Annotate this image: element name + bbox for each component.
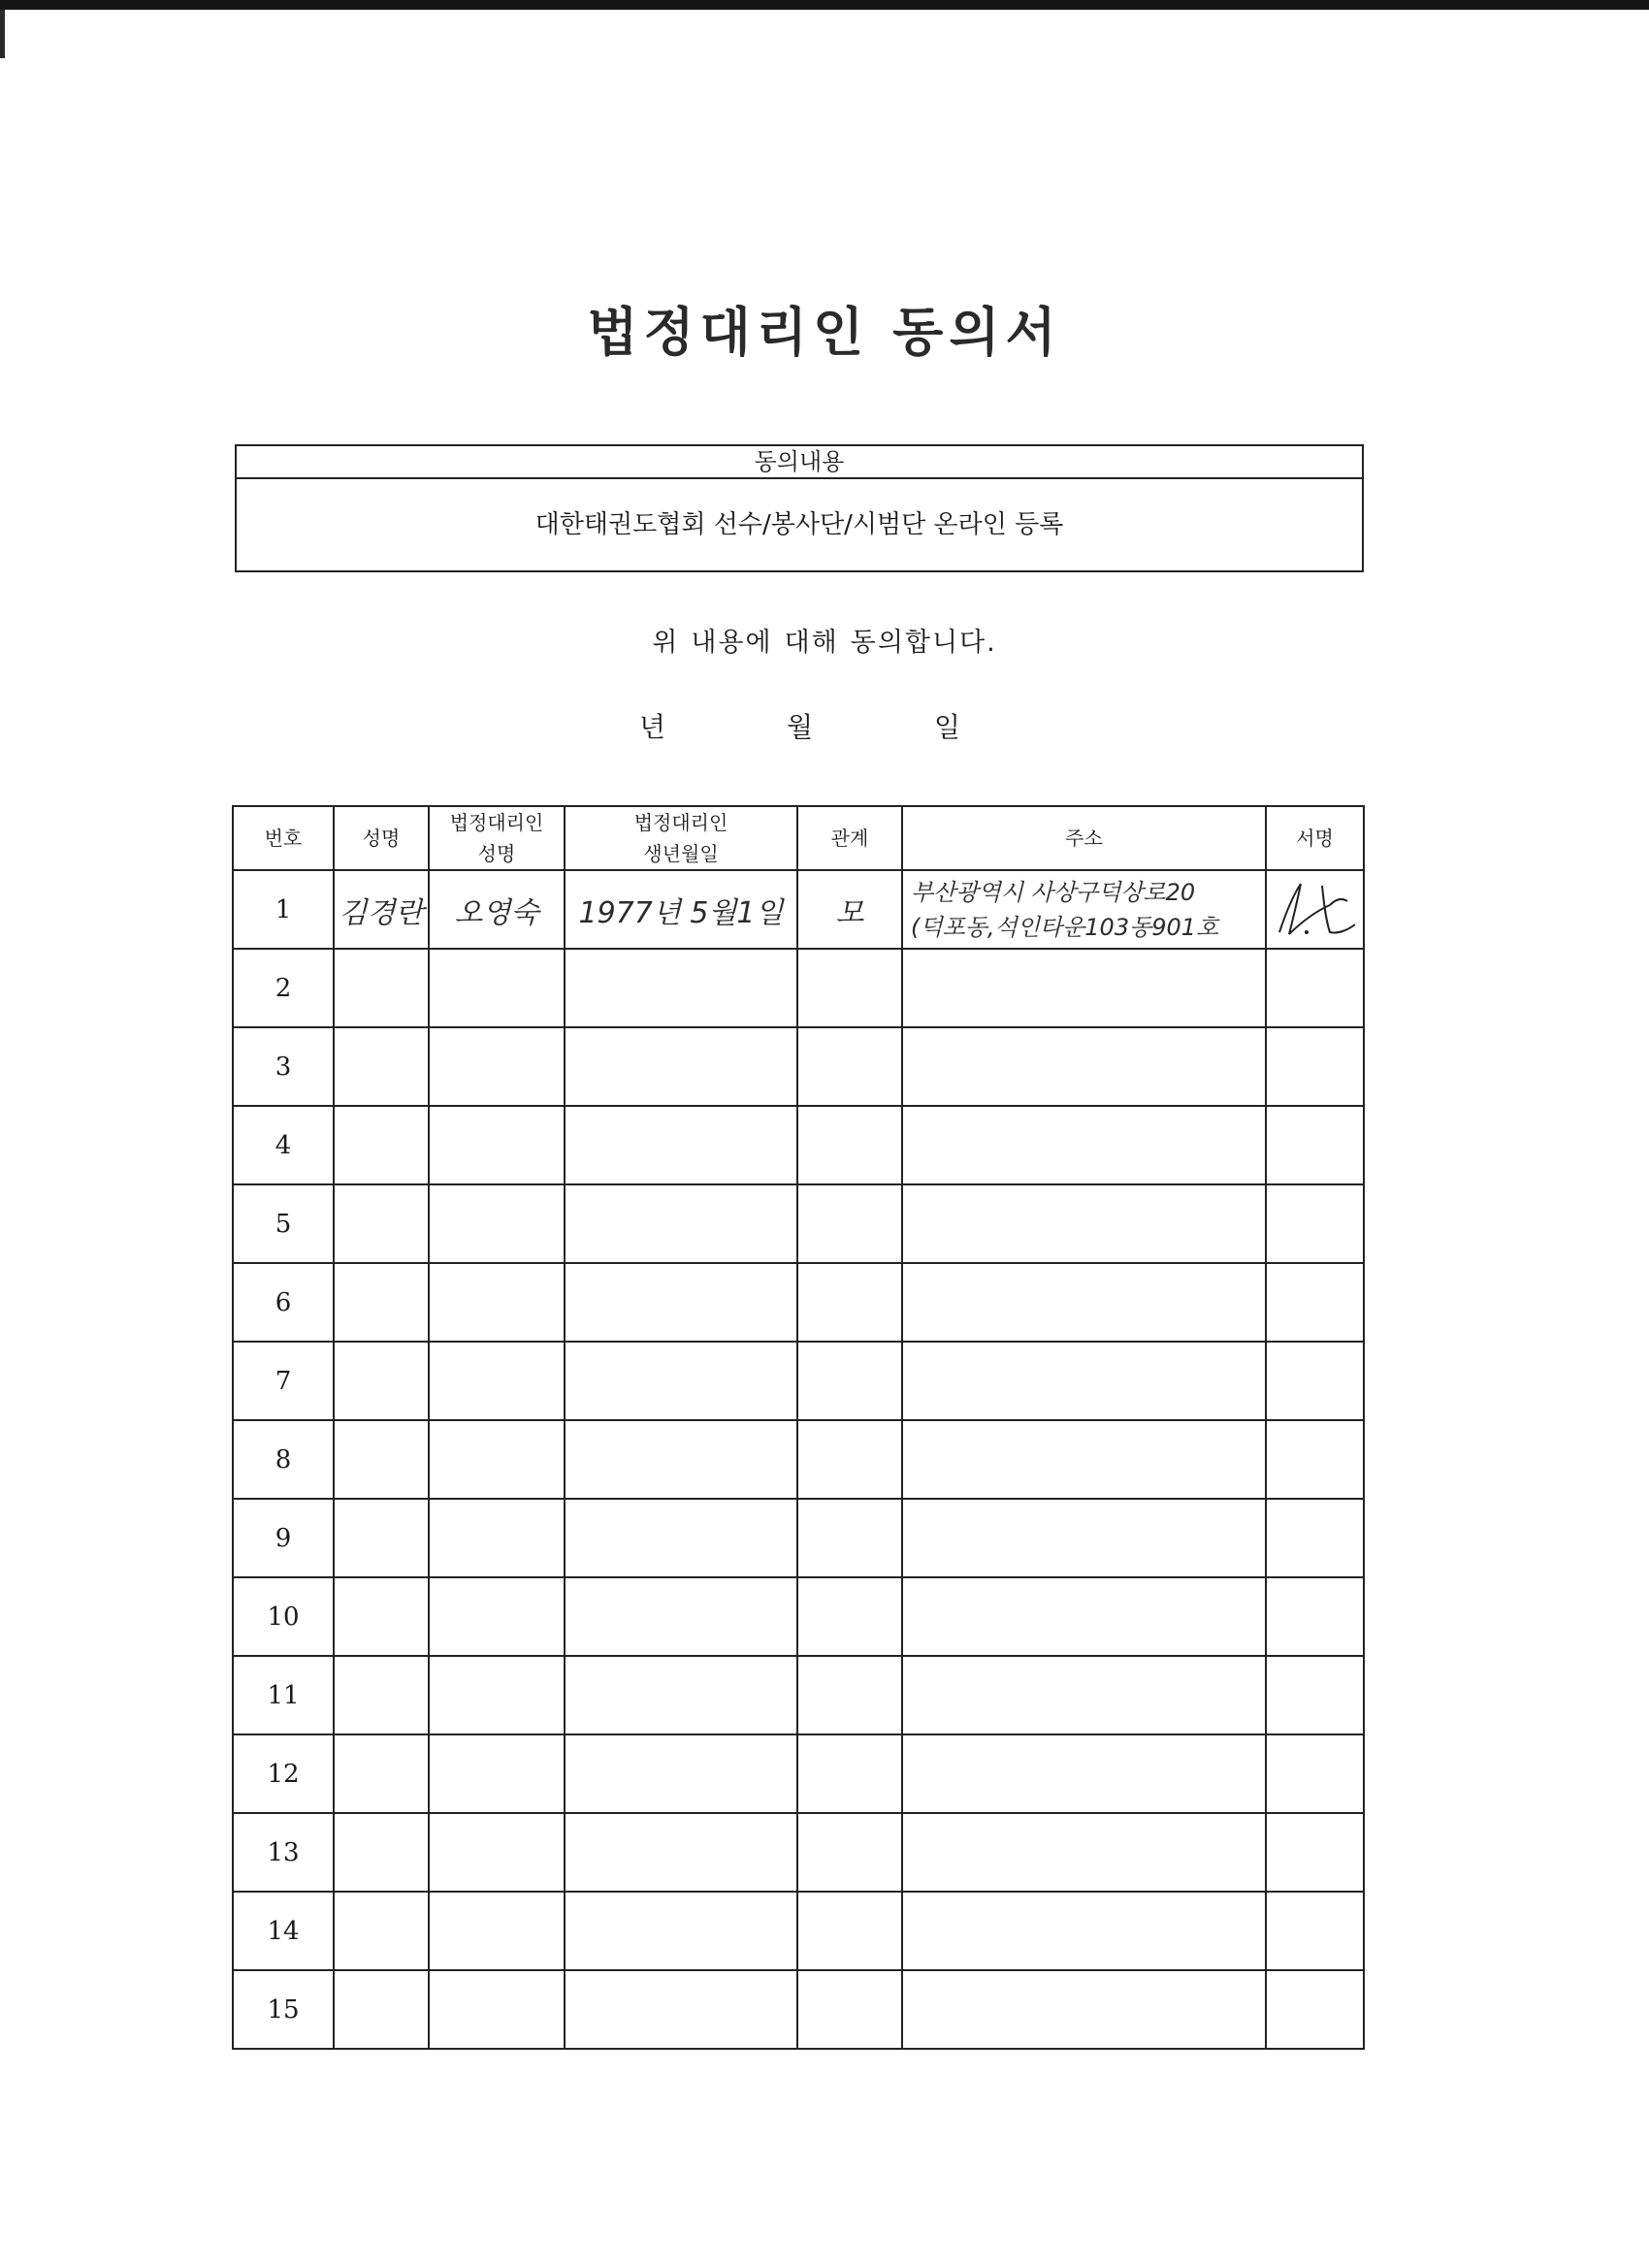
- cell-address: [902, 1577, 1266, 1656]
- row-number: 3: [233, 1027, 334, 1106]
- cell-guardian-birth: [565, 1263, 797, 1342]
- cell-address: [902, 1027, 1266, 1106]
- row-number: 7: [233, 1342, 334, 1420]
- cell-guardian-name: [429, 870, 565, 949]
- row-number: 6: [233, 1263, 334, 1342]
- cell-guardian-name: [429, 1420, 565, 1499]
- handwritten-name: 김경란: [339, 895, 424, 930]
- address-line: (덕포동,석인타운103동901호: [911, 913, 1219, 941]
- table-row: [233, 1813, 1364, 1892]
- cell-address: [902, 1813, 1266, 1892]
- cell-signature: [1266, 1263, 1364, 1342]
- cell-address: [902, 1734, 1266, 1813]
- date-year-label: 년: [639, 711, 666, 743]
- header-line: 성명: [477, 842, 516, 865]
- agreement-word: 대해: [784, 628, 839, 658]
- table-row: [233, 1577, 1364, 1656]
- table-row: [233, 1970, 1364, 2049]
- cell-address: [902, 1420, 1266, 1499]
- cell-guardian-birth: [565, 1734, 797, 1813]
- row-number: 5: [233, 1184, 334, 1263]
- cell-guardian-birth: [565, 1499, 797, 1577]
- cell-relation: [797, 1420, 902, 1499]
- cell-name: [334, 1106, 429, 1184]
- cell-relation: [797, 870, 902, 949]
- cell-name: [334, 1499, 429, 1577]
- cell-guardian-birth: [565, 1813, 797, 1892]
- document-title: [0, 291, 1649, 366]
- cell-relation: [797, 949, 902, 1027]
- header-name: 성명: [334, 806, 429, 870]
- row-number: 2: [233, 949, 334, 1027]
- agreement-word: 위: [652, 628, 680, 658]
- cell-signature: [1266, 1970, 1364, 2049]
- cell-name: [334, 1027, 429, 1106]
- guardian-table: [232, 805, 1365, 2050]
- cell-relation: [797, 1106, 902, 1184]
- cell-name: [334, 1813, 429, 1892]
- table-row: [233, 1263, 1364, 1342]
- row-number: 11: [233, 1656, 334, 1734]
- cell-relation: [797, 1577, 902, 1656]
- cell-guardian-name: [429, 1813, 565, 1892]
- handwritten-guardian-name: 오영숙: [454, 895, 539, 930]
- cell-relation: [797, 1970, 902, 2049]
- table-row: [233, 1420, 1364, 1499]
- header-signature: 서명: [1266, 806, 1364, 870]
- header-line: 생년월일: [643, 842, 719, 865]
- row-number: 9: [233, 1499, 334, 1577]
- cell-relation: [797, 1734, 902, 1813]
- row-number: 1: [233, 870, 334, 949]
- cell-guardian-name: [429, 1656, 565, 1734]
- cell-relation: [797, 1499, 902, 1577]
- cell-guardian-birth: [565, 1027, 797, 1106]
- cell-address: [902, 1106, 1266, 1184]
- cell-guardian-birth: [565, 1892, 797, 1970]
- cell-guardian-name: [429, 1106, 565, 1184]
- header-guardian-birth: [565, 806, 797, 870]
- consent-content: 대한태권도협회 선수/봉사단/시범단 온라인 등록: [534, 510, 1064, 539]
- handwritten-relation: 모: [835, 895, 864, 930]
- cell-signature: [1266, 1813, 1364, 1892]
- cell-signature: [1266, 1106, 1364, 1184]
- handwritten-birthdate: 1977년 5월1일: [578, 895, 784, 930]
- cell-name: [334, 1577, 429, 1656]
- cell-guardian-name: [429, 1970, 565, 2049]
- signature-mark: [1272, 876, 1359, 944]
- cell-name: [334, 1263, 429, 1342]
- cell-name: [334, 949, 429, 1027]
- cell-signature: [1266, 1027, 1364, 1106]
- scan-edge-left: [0, 10, 5, 58]
- consent-box: [235, 444, 1364, 572]
- cell-signature: [1266, 1892, 1364, 1970]
- cell-signature: [1266, 1734, 1364, 1813]
- table-row: [233, 949, 1364, 1027]
- header-relation: 관계: [797, 806, 902, 870]
- cell-name: [334, 1420, 429, 1499]
- cell-address: [902, 1342, 1266, 1420]
- cell-guardian-birth: [565, 1420, 797, 1499]
- row-number: 8: [233, 1420, 334, 1499]
- cell-relation: [797, 1263, 902, 1342]
- cell-address: [902, 870, 1266, 949]
- row-number: 13: [233, 1813, 334, 1892]
- table-row: [233, 870, 1364, 949]
- table-row: [233, 1499, 1364, 1577]
- cell-guardian-birth: [565, 870, 797, 949]
- cell-signature: [1266, 1577, 1364, 1656]
- row-number: 14: [233, 1892, 334, 1970]
- cell-guardian-birth: [565, 1184, 797, 1263]
- row-number: 4: [233, 1106, 334, 1184]
- cell-signature: [1266, 1499, 1364, 1577]
- table-row: [233, 1734, 1364, 1813]
- cell-signature: [1266, 949, 1364, 1027]
- table-row: [233, 1027, 1364, 1106]
- header-line: 법정대리인: [449, 811, 544, 834]
- cell-name: [334, 870, 429, 949]
- cell-signature: [1266, 1184, 1364, 1263]
- cell-relation: [797, 1184, 902, 1263]
- row-number: 10: [233, 1577, 334, 1656]
- cell-guardian-name: [429, 949, 565, 1027]
- cell-guardian-name: [429, 1577, 565, 1656]
- cell-guardian-name: [429, 1027, 565, 1106]
- cell-relation: [797, 1027, 902, 1106]
- header-guardian-name: [429, 806, 565, 870]
- cell-signature: [1266, 1342, 1364, 1420]
- cell-guardian-name: [429, 1734, 565, 1813]
- cell-name: [334, 1734, 429, 1813]
- cell-guardian-birth: [565, 1656, 797, 1734]
- row-number: 15: [233, 1970, 334, 2049]
- agreement-word: 동의합니다.: [850, 628, 997, 658]
- cell-address: [902, 1499, 1266, 1577]
- cell-name: [334, 1656, 429, 1734]
- cell-name: [334, 1970, 429, 2049]
- cell-guardian-name: [429, 1263, 565, 1342]
- cell-guardian-name: [429, 1184, 565, 1263]
- cell-guardian-birth: [565, 949, 797, 1027]
- cell-guardian-birth: [565, 1106, 797, 1184]
- cell-signature: [1266, 870, 1364, 949]
- cell-guardian-name: [429, 1892, 565, 1970]
- cell-address: [902, 949, 1266, 1027]
- header-number: 번호: [233, 806, 334, 870]
- cell-signature: [1266, 1656, 1364, 1734]
- table-row: [233, 1184, 1364, 1263]
- agreement-statement: [0, 621, 1649, 659]
- cell-address: [902, 1263, 1266, 1342]
- row-number: 12: [233, 1734, 334, 1813]
- date-day-label: 일: [934, 711, 961, 743]
- table-row: [233, 1106, 1364, 1184]
- cell-guardian-birth: [565, 1577, 797, 1656]
- cell-address: [902, 1656, 1266, 1734]
- consent-heading: 동의내용: [237, 446, 1362, 479]
- title-word: 동의서: [892, 302, 1062, 363]
- cell-relation: [797, 1656, 902, 1734]
- table-header-row: [233, 806, 1364, 870]
- cell-signature: [1266, 1420, 1364, 1499]
- table-row: [233, 1892, 1364, 1970]
- cell-guardian-birth: [565, 1970, 797, 2049]
- cell-relation: [797, 1342, 902, 1420]
- title-word: 법정대리인: [587, 302, 870, 363]
- header-line: 법정대리인: [633, 811, 728, 834]
- cell-name: [334, 1184, 429, 1263]
- cell-guardian-birth: [565, 1342, 797, 1420]
- table-row: [233, 1656, 1364, 1734]
- address-line: 부산광역시 사상구덕상로20: [911, 878, 1196, 906]
- cell-address: [902, 1184, 1266, 1263]
- cell-guardian-name: [429, 1499, 565, 1577]
- cell-address: [902, 1892, 1266, 1970]
- cell-name: [334, 1892, 429, 1970]
- cell-address: [902, 1970, 1266, 2049]
- header-address: 주소: [902, 806, 1266, 870]
- cell-guardian-name: [429, 1342, 565, 1420]
- agreement-word: 내용에: [691, 628, 773, 658]
- cell-relation: [797, 1813, 902, 1892]
- table-row: [233, 1342, 1364, 1420]
- scan-edge-top: [0, 0, 1649, 10]
- cell-relation: [797, 1892, 902, 1970]
- cell-name: [334, 1342, 429, 1420]
- date-month-label: 월: [787, 711, 814, 743]
